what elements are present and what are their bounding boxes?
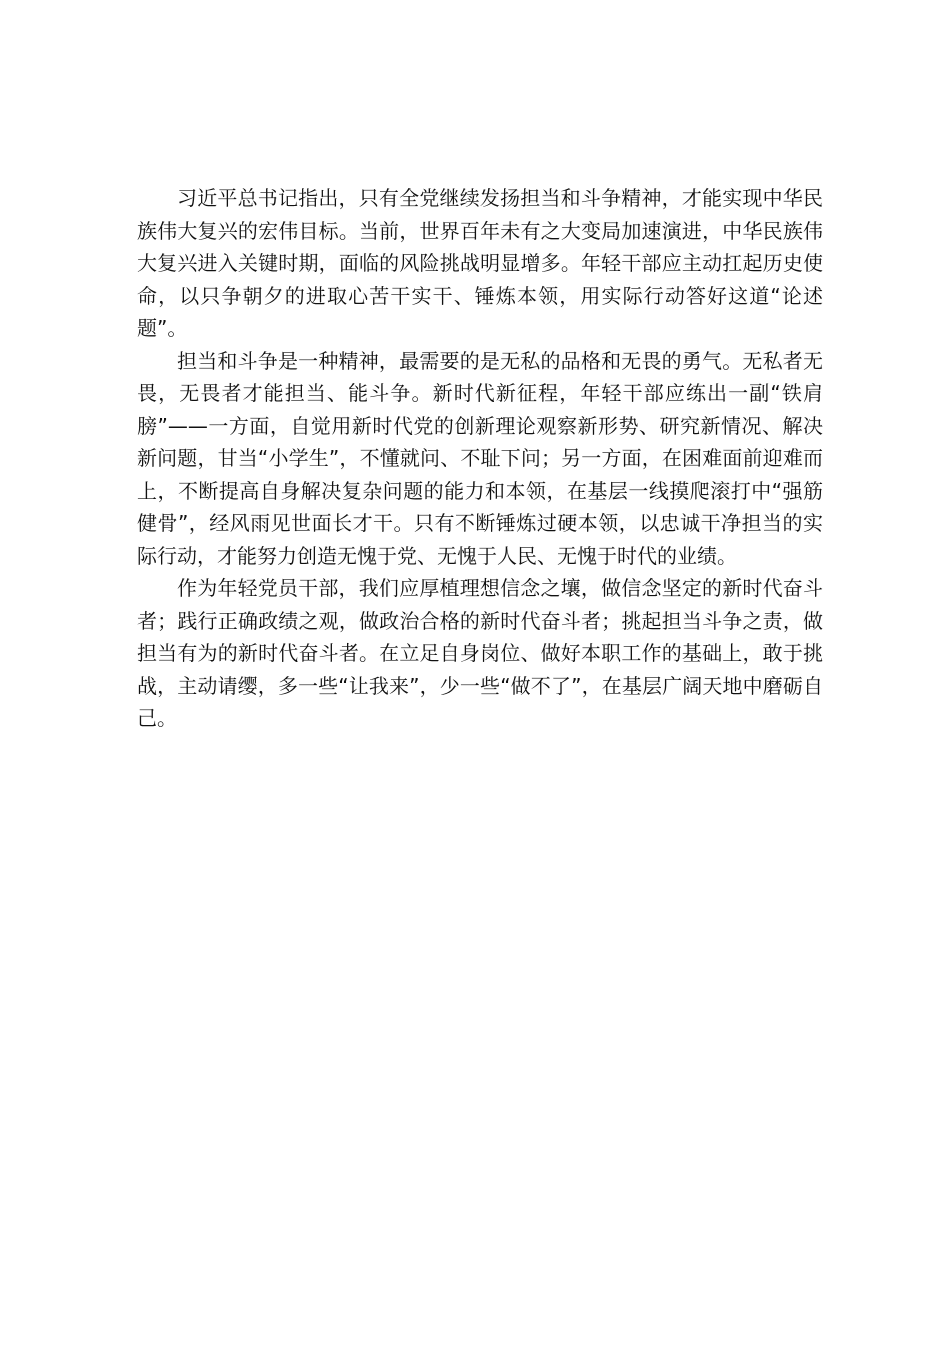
paragraph-3: 作为年轻党员干部，我们应厚植理想信念之壤，做信念坚定的新时代奋斗者；践行正确政绩之观，做政治合格的新时代奋斗者；挑起担当斗争之责，做担当有为的新时代奋斗者。在立足自身岗位、做好本职工作的基础上，敢于挑战，主动请缨，多一些“让我来”，少一些“做不了”，在基层广阔天地中磨砺自己。 [137,576,823,730]
paragraph-2: 担当和斗争是一种精神，最需要的是无私的品格和无畏的勇气。无私者无畏，无畏者才能担当、能斗争。新时代新征程，年轻干部应练出一副“铁肩膀”——一方面，自觉用新时代党的创新理论观察新形势、研究新情况、解决新问题，甘当“小学生”，不懂就问、不耻下问；另一方面，在困难面前迎难而上，不断提高自身解决复杂问题的能力和本领，在基层一线摸爬滚打中“强筋健骨”，经风雨见世面长才干。只有不断锤炼过硬本领，以忠诚干净担当的实际行动，才能努力创造无愧于党、无愧于人民、无愧于时代的业绩。 [137,348,823,568]
document-body [137,182,823,735]
paragraph-1: 习近平总书记指出，只有全党继续发扬担当和斗争精神，才能实现中华民族伟大复兴的宏伟目标。当前，世界百年未有之大变局加速演进，中华民族伟大复兴进入关键时期，面临的风险挑战明显增多。年轻干部应主动扛起历史使命，以只争朝夕的进取心苦干实干、锤炼本领，用实际行动答好这道“论述题”。 [137,186,823,340]
